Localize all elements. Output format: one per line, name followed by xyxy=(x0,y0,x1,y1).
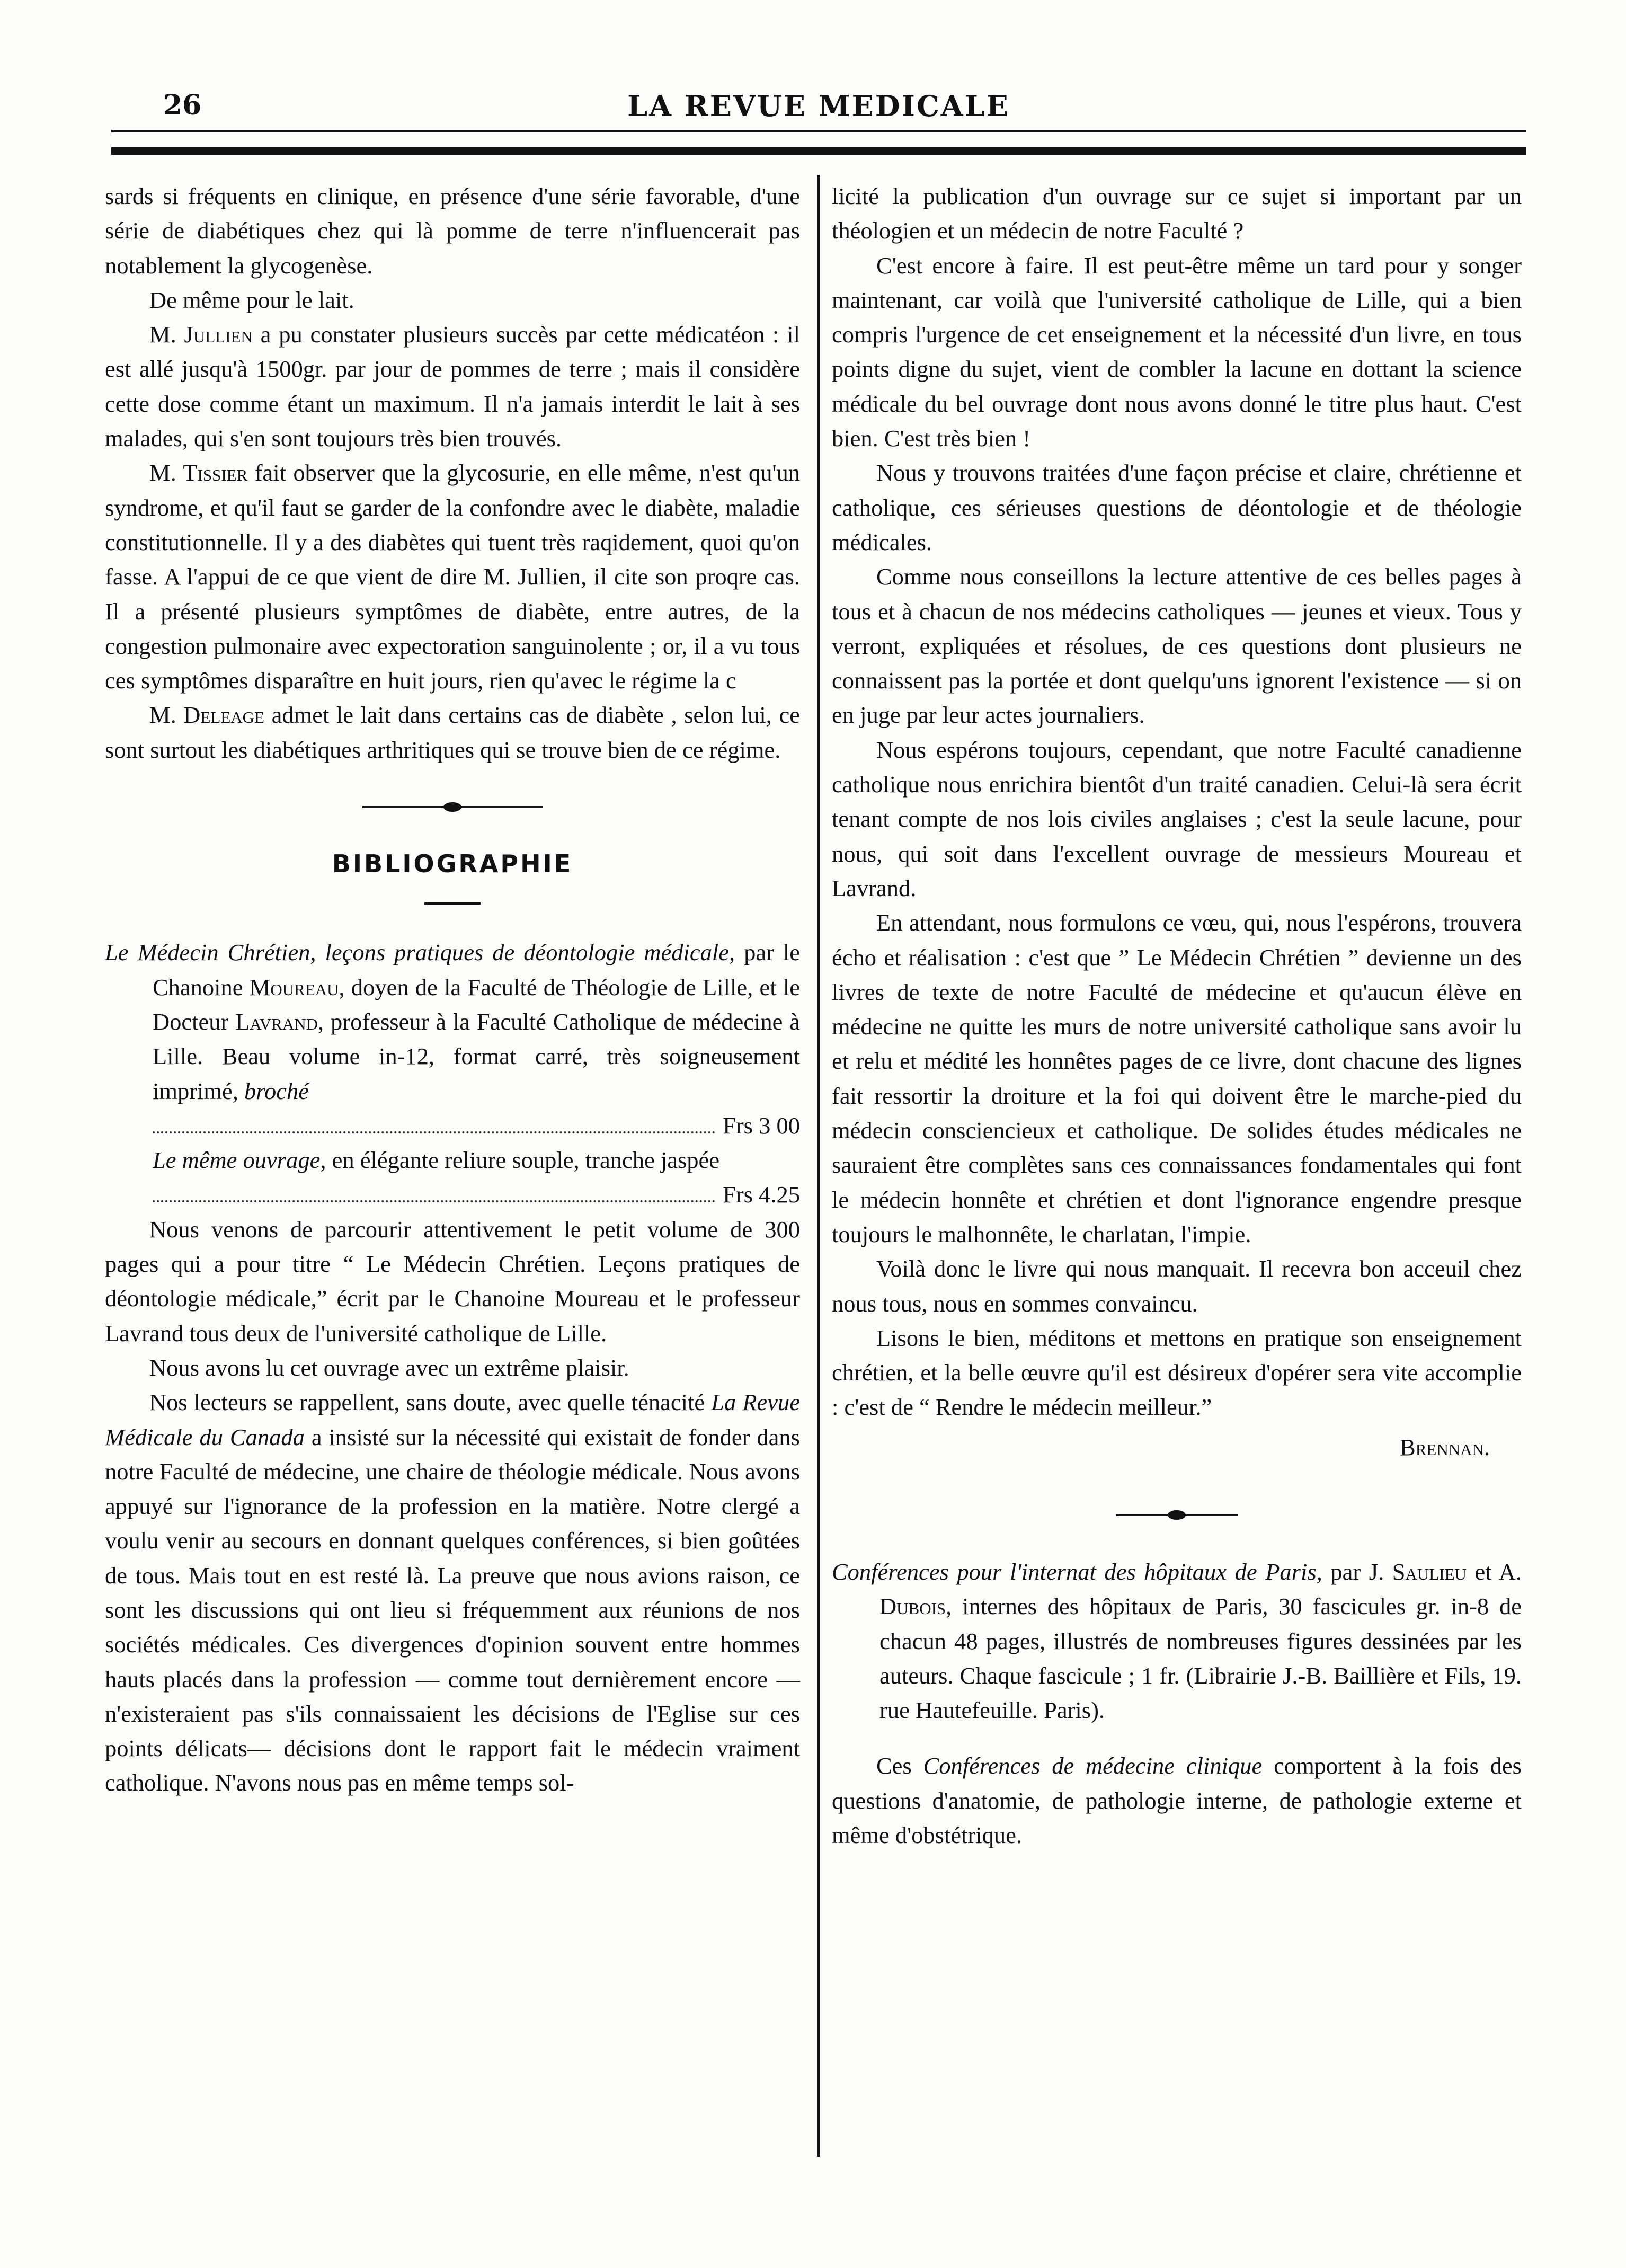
paragraph: Comme nous conseillons la lecture attentive de ces belles pages à tous et à chacun de nos médecins catholiques — jeunes et vieux. Tous y verront, expliquées et résolues, de ces questions dont plusieurs ne connaissent pas la portée et dont quelqu'uns ignorent l'existence — si on en juge par leur actes journaliers. xyxy=(832,563,1522,729)
journal-title: LA REVUE MEDICALE xyxy=(627,89,1010,123)
price: Frs 3 00 xyxy=(723,1112,800,1139)
paragraph: C'est encore à faire. Il est peut-être même un tard pour y songer maintenant, car voilà que l'université catholique de Lille, qui a bien compris l'urgence de cet enseignement et la nécessité d'un livre, en tous points digne du sujet, vient de combler la lacune en dottant la science médicale du bel ouvrage dont nous avons donné le titre plus haut. C'est bien. C'est très bien ! xyxy=(832,252,1522,452)
paragraph xyxy=(105,317,800,456)
paragraph: Voilà donc le livre qui nous manquait. Il recevra bon acceuil chez nous tous, nous en sommes convaincu. xyxy=(832,1255,1522,1317)
entry-text: par J. xyxy=(1322,1558,1392,1585)
right-column xyxy=(832,179,1522,1853)
speaker-name: M. Deleage xyxy=(149,702,264,729)
left-column xyxy=(105,179,800,1801)
book-title: Conférences pour l'internat des hôpitaux de Paris, xyxy=(832,1558,1322,1585)
paragraph-text: comportent à la fois des questions d'anatomie, de pathologie interne, de pathologie externe et même d'obstétrique. xyxy=(832,1752,1522,1849)
edition-title: Le même ouvrage xyxy=(153,1147,321,1174)
paragraph-text: admet le lait dans certains cas de diabète , selon lui, ce sont surtout les diabétiques arthritiques qui se trouve bien de ce régime. xyxy=(105,702,800,763)
ornament-divider xyxy=(105,789,800,826)
price: Frs 4.25 xyxy=(723,1181,800,1208)
edition-line xyxy=(105,1143,800,1177)
paragraph-text: Nos lecteurs se rappellent, sans doute, avec quelle ténacité xyxy=(149,1389,712,1416)
paragraph: Nous avons lu cet ouvrage avec un extrême plaisir. xyxy=(149,1354,629,1381)
paragraph-text: a insisté sur la nécessité qui existait de fonder dans notre Faculté de médecine, une chaire de théologie médicale. Nous avons appuyé sur l'ignorance de la profession en la matière. Notre clergé a voulu venir au secours en donnant quelques conférences, si bien goûtées de tous. Mais tout en est resté là. La preuve que nous avions raison, ce sont les discussions qui ont lieu si fréquemment aux réunions de nos sociétés médicales. Ces divergences d'opinion souvent entre hommes hauts placés dans la profession — comme tout dernièrement encore — n'existeraient pas s'ils connaissaient les décisions de l'Eglise sur ces points délicats— décisions dont le rapport fait le médecin vraiment catholique. N'avons nous pas en même temps sol- xyxy=(105,1423,800,1796)
entry-text: , professeur à la Faculté Catholique de médecine à Lille. Beau volume in-12, format carré, très soigneusement imprimé, xyxy=(153,1008,800,1104)
ornament-divider xyxy=(832,1496,1522,1534)
header-rule xyxy=(111,130,1526,155)
paragraph: Nous venons de parcourir attentivement le petit volume de 300 pages qui a pour titre “ Le Médecin Chrétien. Leçons pratiques de déontologie médicale,” écrit par le Chanoine Moureau et le professeur Lavrand tous deux de l'université catholique de Lille. xyxy=(105,1216,800,1346)
entry-text: , doyen de la Faculté de Théologie de Lille, et le Docteur xyxy=(153,973,800,1035)
page-header xyxy=(111,89,1526,126)
column-divider xyxy=(817,175,820,2157)
price-line xyxy=(105,1177,800,1212)
author-signature: Brennan. xyxy=(1400,1433,1490,1460)
paragraph-text: a pu constater plusieurs succès par cette médicatéon : il est allé jusqu'à 1500gr. par jour de pommes de terre ; mais il considère cette dose comme étant un maximum. Il n'a jamais interdit le lait à ses malades, qui s'en sont toujours très bien trouvés. xyxy=(105,321,800,452)
paragraph xyxy=(832,1749,1522,1853)
section-title: BIBLIOGRAPHIE xyxy=(332,849,573,879)
journal-name: La Revue Médicale du Canada xyxy=(105,1389,800,1450)
page-number: 26 xyxy=(163,89,202,121)
paragraph xyxy=(105,698,800,767)
author-name: Saulieu xyxy=(1392,1558,1467,1585)
book-title: Le Médecin Chrétien, leçons pratiques de déontologie médicale, xyxy=(105,939,735,966)
entry-text: par le Chanoine xyxy=(153,939,800,1000)
speaker-name: M. Jullien xyxy=(149,321,253,348)
entry-text: , internes des hôpitaux de Paris, 30 fascicules gr. in-8 de chacun 48 pages, illustrés de nombreuses figures dessinées par les auteurs. Chaque fascicule ; 1 fr. (Librairie J.-B. Baillière et Fils, 19. rue Hautefeuille. Paris). xyxy=(879,1593,1522,1724)
work-title: Conférences de médecine clinique xyxy=(923,1752,1263,1779)
paragraph: En attendant, nous formulons ce vœu, qui, nous l'espérons, trouvera écho et réalisation : c'est que ” Le Médecin Chrétien ” devienne un des livres de texte de notre Faculté de médecine et qu'aucun élève en médecine ne quitte les murs de notre université catholique sans avoir lu et relu et médité les honnêtes pages de ce livre, dont chacune des lignes fait ressortir la droiture et la foi qui doivent être le marche-pied du médecin consciencieux et catholique. De solides études médicales ne sauraient être complètes sans ces connaissances fondamentales qui font le médecin honnête et chrétien et dont l'ignorance engendre presque toujours le malhonnête, le charlatan, l'impie. xyxy=(832,909,1522,1247)
bibliography-entry xyxy=(832,1555,1522,1727)
edition-text: , en élégante reliure souple, tranche jaspée xyxy=(320,1147,720,1174)
paragraph-text: fait observer que la glycosurie, en elle même, n'est qu'un syndrome, et qu'il faut se garder de la confondre avec le diabète, maladie constitutionnelle. Il y a des diabètes qui tuent très raqidement, quoi qu'on fasse. A l'appui de ce que vient de dire M. Jullien, il cite son proqre cas. Il a présenté plusieurs symptômes de diabète, entre autres, de la congestion pulmonaire avec expectoration sanguinolente ; or, il a vu tous ces symptômes disparaître en huit jours, rien qu'avec le régime la c xyxy=(105,459,801,694)
bibliography-entry xyxy=(105,935,800,1108)
short-rule xyxy=(424,902,481,905)
paragraph: sards si fréquents en clinique, en présence d'une série favorable, d'une série de diabétiques chez qui là pomme de terre n'influencerait pas notablement la glycogenèse. xyxy=(105,183,800,279)
author-name: Dubois xyxy=(879,1593,946,1620)
paragraph: Nous y trouvons traitées d'une façon précise et claire, chrétienne et catholique, ces sérieuses questions de déontologie et de théologie médicales. xyxy=(832,459,1522,555)
price-line xyxy=(105,1109,800,1143)
paragraph: Nous espérons toujours, cependant, que notre Faculté canadienne catholique nous enrichira bientôt d'un traité canadien. Celui-là sera écrit tenant compte de nos lois civiles anglaises ; c'est la seule lacune, pour nous, qui soit dans l'excellent ouvrage de messieurs Moureau et Lavrand. xyxy=(832,736,1522,901)
entry-text: et A. xyxy=(1466,1558,1522,1585)
paragraph: De même pour le lait. xyxy=(149,286,354,313)
author-name: Moureau xyxy=(249,973,339,1000)
paragraph-text: Ces xyxy=(876,1752,923,1779)
binding-type: broché xyxy=(244,1077,309,1104)
paragraph: Lisons le bien, méditons et mettons en pratique son enseignement chrétien, et la belle œuvre qu'il est désireux d'opérer sera vite accomplie : c'est de “ Rendre le médecin meilleur.” xyxy=(832,1324,1522,1421)
paragraph: licité la publication d'un ouvrage sur ce sujet si important par un théologien et un médecin de notre Faculté ? xyxy=(832,183,1522,244)
paragraph xyxy=(105,1385,800,1801)
paragraph xyxy=(105,456,800,698)
author-name: Lavrand xyxy=(235,1008,318,1035)
speaker-name: M. Tissier xyxy=(149,459,248,486)
